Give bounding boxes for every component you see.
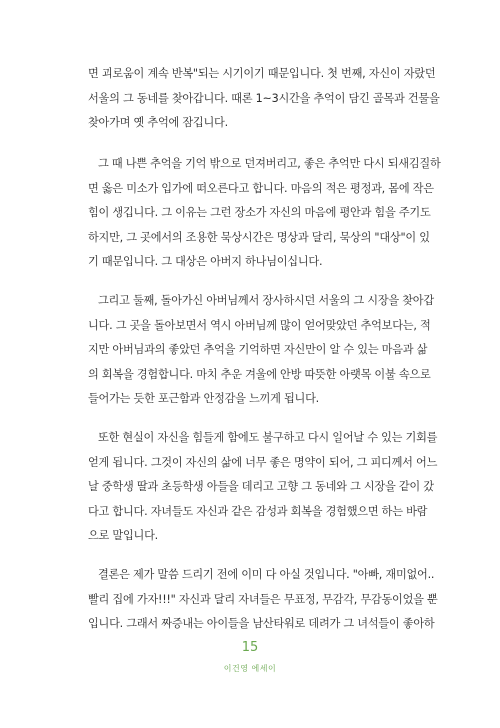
- text-line: 결론은 제가 말씀 드리기 전에 이미 다 아실 것입니다. "아빠, 재미없어..: [98, 568, 435, 581]
- paragraph-1: [88, 62, 440, 136]
- paragraph-3: [88, 289, 434, 412]
- text-line: 다고 합니다. 자녀들도 자신과 같은 감성과 회복을 경험했으면 하는 바람: [88, 504, 428, 518]
- text-line: 의 회복을 경험합니다. 마치 추운 겨울에 안방 따뜻한 아랫목 이불 속으로: [88, 367, 431, 381]
- text-line: 입니다. 그래서 짜증내는 아이들을 남산타워로 데려가 그 녀석들이 좋아하: [88, 617, 435, 630]
- paragraph-5: [88, 563, 438, 637]
- paragraph-2: [88, 152, 441, 275]
- text-line: 찾아가며 옛 추억에 잠깁니다.: [88, 116, 228, 129]
- text-line: 니다. 그 곳을 돌아보면서 역시 아버님께 많이 얻어맞았던 추억보다는, 적: [88, 318, 431, 332]
- text-line: 그 때 나쁜 추억을 기억 밖으로 던져버리고, 좋은 추억만 다시 되새김질하: [98, 157, 441, 170]
- text-line: 하지만, 그 곳에서의 조용한 묵상시간은 명상과 달리, 묵상의 "대상"이 있: [88, 230, 430, 244]
- text-line: 면 옳은 미소가 입가에 떠오른다고 합니다. 마음의 적은 평정과, 몸에 작은: [88, 181, 434, 195]
- text-line: 서울의 그 동네를 찾아갑니다. 때론 1~3시간을 추억이 담긴 골목과 건물을: [88, 91, 440, 105]
- text-line: 날 중학생 딸과 초등학생 아들을 데리고 고향 그 동네와 그 시장을 같이 갔: [88, 480, 434, 493]
- text-line: 면 괴로움이 계속 반복"되는 시기이기 때문입니다. 첫 번째, 자신이 자랐던: [88, 67, 436, 80]
- page-number: 15: [241, 640, 259, 655]
- text-line: 지만 아버님과의 좋았던 추억을 기억하면 자신만이 알 수 있는 마음과 삶: [88, 343, 428, 356]
- text-line: 그리고 둘째, 돌아가신 아버님께서 장사하시던 서울의 그 시장을 찾아갑: [98, 294, 434, 307]
- paragraph-4: [88, 426, 438, 549]
- text-line: 또한 현실이 자신을 힘들게 함에도 불구하고 다시 일어날 수 있는 기회를: [98, 431, 438, 444]
- text-line: 으로 말입니다.: [88, 529, 158, 542]
- text-line: 빨리 집에 가자!!!" 자신과 달리 자녀들은 무표정, 무감각, 무감동이었을 뿐: [88, 592, 438, 606]
- text-line: 힘이 생깁니다. 그 이유는 그런 장소가 자신의 마음에 평안과 힘을 주기도: [88, 206, 431, 219]
- text-line: 들어가는 듯한 포근함과 안정감을 느끼게 됩니다.: [88, 392, 319, 405]
- text-line: 기 때문입니다. 그 대상은 아버지 하나님이십니다.: [88, 255, 323, 268]
- running-footer-author: 이건영 에세이: [223, 664, 277, 673]
- text-line: 얻게 됩니다. 그것이 자신의 삶에 너무 좋은 명약이 되어, 그 피디께서 어느: [88, 455, 438, 469]
